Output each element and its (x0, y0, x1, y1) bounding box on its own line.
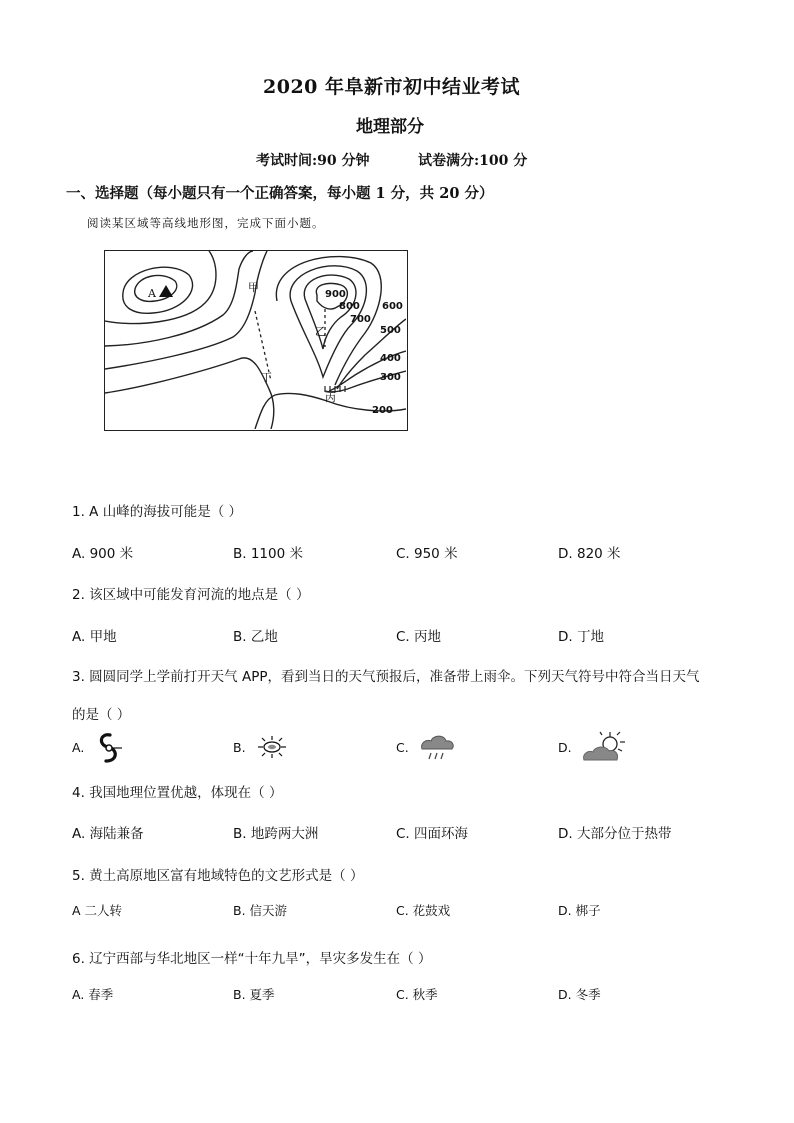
contour-800 (304, 275, 356, 349)
question-3-stem-line2: 的是（ ） (72, 707, 131, 723)
question-2-option-a[interactable]: A. 甲地 (72, 629, 117, 645)
contour-spur-ding (105, 358, 274, 429)
sunny-icon (255, 734, 289, 760)
question-5-stem: 5. 黄土高原地区富有地域特色的文艺形式是（ ） (72, 868, 364, 884)
question-1-option-b[interactable]: B. 1100 米 (233, 546, 303, 562)
question-4-option-b[interactable]: B. 地跨两大洲 (233, 826, 319, 842)
question-5-option-b[interactable]: B. 信天游 (233, 903, 288, 918)
question-2-option-b[interactable]: B. 乙地 (233, 629, 278, 645)
partly-cloudy-icon (582, 730, 626, 764)
label-yi: 乙 (315, 325, 326, 338)
question-2-option-c[interactable]: C. 丙地 (396, 629, 442, 645)
question-3-option-b[interactable]: B. (233, 740, 246, 755)
rain-cloud-icon (418, 731, 456, 763)
question-4-option-a[interactable]: A. 海陆兼备 (72, 826, 144, 842)
question-5-option-a[interactable]: A 二人转 (72, 903, 123, 918)
question-6-stem: 6. 辽宁西部与华北地区一样“十年九旱”，旱灾多发生在（ ） (72, 951, 432, 967)
contour-label-300: 300 (380, 372, 401, 383)
section-heading: 一、选择题（每小题只有一个正确答案，每小题 1 分，共 20 分） (66, 185, 494, 202)
contour-map (104, 250, 408, 431)
contour-valley-2 (105, 251, 267, 369)
peak-triangle-icon (159, 285, 173, 297)
contour-label-400: 400 (380, 353, 401, 364)
question-6-option-b[interactable]: B. 夏季 (233, 987, 275, 1002)
typhoon-icon (94, 731, 124, 765)
question-6-option-c[interactable]: C. 秋季 (396, 987, 438, 1002)
question-2-option-d[interactable]: D. 丁地 (558, 629, 604, 645)
contour-label-200: 200 (372, 405, 393, 416)
contour-label-700: 700 (350, 314, 371, 325)
contour-label-900: 900 (325, 289, 346, 300)
label-jia: 甲 (248, 281, 259, 294)
question-1-option-a[interactable]: A. 900 米 (72, 546, 134, 562)
question-3-option-c[interactable]: C. (396, 740, 409, 755)
contour-a-middle (123, 267, 193, 313)
question-1-option-d[interactable]: D. 820 米 (558, 546, 621, 562)
question-6-option-d[interactable]: D. 冬季 (558, 987, 601, 1002)
question-5-option-c[interactable]: C. 花鼓戏 (396, 903, 451, 918)
question-4-option-c[interactable]: C. 四面环海 (396, 826, 469, 842)
label-a: A (148, 287, 156, 300)
question-5-option-d[interactable]: D. 梆子 (558, 903, 601, 918)
section-intro: 阅读某区域等高线地形图，完成下面小题。 (87, 216, 325, 230)
question-1-stem: 1. A 山峰的海拔可能是（ ） (72, 504, 242, 520)
question-4-option-d[interactable]: D. 大部分位于热带 (558, 826, 672, 842)
label-ding: 丁 (261, 371, 272, 384)
question-2-stem: 2. 该区域中可能发育河流的地点是（ ） (72, 587, 310, 603)
contour-label-500: 500 (380, 325, 401, 336)
contour-label-800: 800 (339, 301, 360, 312)
exam-score: 试卷满分:100 分 (418, 153, 528, 169)
question-3-stem-line1: 3. 圆圆同学上学前打开天气 APP，看到当日的天气预报后，准备带上雨伞。下列天气符号中符合当日天气 (72, 669, 700, 685)
exam-title: 2020 年阜新市初中结业考试 (263, 76, 520, 98)
question-4-stem: 4. 我国地理位置优越，体现在（ ） (72, 785, 283, 801)
contour-label-600: 600 (382, 301, 403, 312)
exam-time: 考试时间:90 分钟 (256, 153, 370, 169)
contour-valley-1 (105, 251, 253, 346)
question-3-option-a[interactable]: A. (72, 740, 85, 755)
question-3-option-d[interactable]: D. (558, 740, 572, 755)
question-6-option-a[interactable]: A. 春季 (72, 987, 114, 1002)
contour-lines (105, 251, 406, 429)
question-1-option-c[interactable]: C. 950 米 (396, 546, 458, 562)
subject-subtitle: 地理部分 (356, 117, 424, 137)
label-bing: 丙 (325, 391, 336, 404)
